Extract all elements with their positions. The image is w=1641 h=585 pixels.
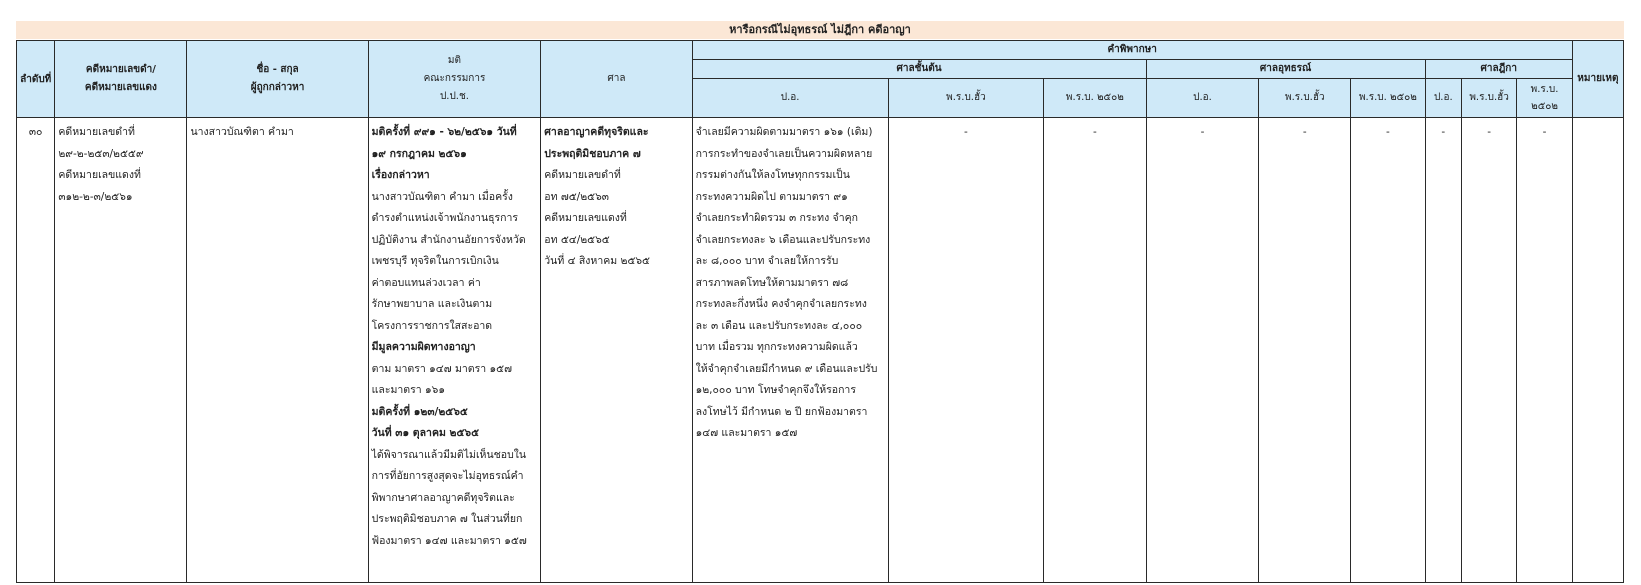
cell-appeal-po: - xyxy=(1146,118,1259,583)
cell-appeal-prbchua: - xyxy=(1259,118,1351,583)
judgment-line: ให้จำคุกจำเลยมีกำหนด ๙ เดือนและปรับ xyxy=(695,362,878,375)
cell-name: นางสาวบัณฑิตา คำมา xyxy=(187,118,368,583)
court-line: วันที่ ๔ สิงหาคม ๒๕๖๕ xyxy=(544,255,650,267)
cell-court xyxy=(541,118,692,583)
sheet-title: หารือกรณีไม่อุทธรณ์ ไม่ฎีกา คดีอาญา xyxy=(16,21,1624,39)
judgment-line: บาท เมื่อรวม ทุกกระทงความผิดแล้ว xyxy=(695,341,858,353)
table-row xyxy=(17,118,1624,583)
resolution-line: และมาตรา ๑๖๑ xyxy=(371,384,445,396)
court-line: ศาลอาญาคดีทุจริตและ xyxy=(544,126,649,138)
header-court: ศาล xyxy=(541,41,692,118)
resolution-line: มติครั้งที่ ๑๒๓/๒๕๖๕ xyxy=(371,405,468,418)
case-table xyxy=(16,40,1624,583)
cell-supreme-po: - xyxy=(1425,118,1461,583)
resolution-line: การที่อัยการสูงสุดจะไม่อุทธรณ์คำ xyxy=(371,470,524,482)
cell-case-no: คดีหมายเลขดำที่ ๒๙-๒-๒๕๓/๒๕๕๙ คดีหมายเลขแดงที่ ๓๑๒-๒-๓/๒๕๖๑ xyxy=(55,118,187,583)
judgment-line: กรรมต่างกันให้ลงโทษทุกกรรมเป็น xyxy=(695,169,850,181)
header-supreme-po: ป.อ. xyxy=(1425,79,1461,118)
judgment-line: กระทงละกึ่งหนึ่ง คงจำคุกจำเลยกระทง xyxy=(695,298,867,310)
resolution-line: ดำรงตำแหน่งเจ้าพนักงานธุรการ xyxy=(371,212,519,224)
resolution-line: ประพฤติมิชอบภาค ๗ ในส่วนที่ยก xyxy=(371,513,523,525)
header-remark: หมายเหตุ xyxy=(1572,41,1623,118)
header-case-no: คดีหมายเลขดำ/ คดีหมายเลขแดง xyxy=(55,41,187,118)
judgment-line: ๑๔๗ และมาตรา ๑๕๗ xyxy=(695,427,798,439)
judgment-line: สารภาพลดโทษให้ตามมาตรา ๗๘ xyxy=(695,276,849,289)
header-first-instance: ศาลชั้นต้น xyxy=(692,60,1146,79)
header-supreme: ศาลฎีกา xyxy=(1425,60,1572,79)
judgment-line: กระทงความผิดไป ตามมาตรา ๙๑ xyxy=(695,190,848,203)
cell-resolution xyxy=(368,118,541,583)
judgment-line: จำเลยกระทงละ ๖ เดือนและปรับกระทง xyxy=(695,233,871,246)
court-line: คดีหมายเลขดำที่ xyxy=(544,169,621,181)
cell-seq: ๓๐ xyxy=(17,118,55,583)
header-judgment: คำพิพากษา xyxy=(692,41,1572,60)
cell-first-prb2502: - xyxy=(1044,118,1146,583)
resolution-line: เพชรบุรี ทุจริตในการเบิกเงิน xyxy=(371,255,499,267)
header-seq: ลำดับที่ xyxy=(17,41,55,118)
judgment-line: ลงโทษไว้ มีกำหนด ๒ ปี ยกฟ้องมาตรา xyxy=(695,405,868,418)
header-appeal-po: ป.อ. xyxy=(1146,79,1259,118)
resolution-line: ปฏิบัติงาน สำนักงานอัยการจังหวัด xyxy=(371,233,526,246)
judgment-line: จำเลยมีความผิดตามมาตรา ๑๖๑ (เดิม) xyxy=(695,126,873,138)
header-first-prb2502: พ.ร.บ. ๒๕๐๒ xyxy=(1044,79,1146,118)
resolution-line: วันที่ ๓๑ ตุลาคม ๒๕๖๕ xyxy=(371,427,480,439)
cell-first-prbchua: - xyxy=(888,118,1044,583)
judgment-line: ละ ๓ เดือน และปรับกระทงละ ๔,๐๐๐ xyxy=(695,319,863,332)
cell-appeal-prb2502: - xyxy=(1351,118,1426,583)
judgment-line: การกระทำของจำเลยเป็นความผิดหลาย xyxy=(695,147,873,160)
judgment-line: ๑๒,๐๐๐ บาท โทษจำคุกจึงให้รอการ xyxy=(695,384,856,396)
header-supreme-prbchua: พ.ร.บ.ฮั้ว xyxy=(1461,79,1516,118)
resolution-line: โครงการราชการใสสะอาด xyxy=(371,319,493,332)
header-resolution: มติ คณะกรรมการ ป.ป.ช. xyxy=(368,41,541,118)
cell-remark xyxy=(1572,118,1623,583)
header-name: ชื่อ - สกุล ผู้ถูกกล่าวหา xyxy=(187,41,368,118)
cell-supreme-prb2502: - xyxy=(1517,118,1572,583)
judgment-line: ละ ๘,๐๐๐ บาท จำเลยให้การรับ xyxy=(695,255,839,267)
header-appeal-prb2502: พ.ร.บ. ๒๕๐๒ xyxy=(1351,79,1426,118)
resolution-line: พิพากษาศาลอาญาคดีทุจริตและ xyxy=(371,491,515,504)
header-appeal-prbchua: พ.ร.บ.ฮั้ว xyxy=(1259,79,1351,118)
resolution-line: ค่าตอบแทนล่วงเวลา ค่า xyxy=(371,276,481,289)
court-line: อท ๗๕/๒๕๖๓ xyxy=(544,190,609,203)
header-appeal: ศาลอุทธรณ์ xyxy=(1146,60,1425,79)
header-first-prbchua: พ.ร.บ.ฮั้ว xyxy=(888,79,1044,118)
resolution-line: ฟ้องมาตรา ๑๔๗ และมาตรา ๑๕๗ xyxy=(371,534,527,547)
resolution-line: รักษาพยาบาล และเงินตาม xyxy=(371,298,493,310)
court-line: ประพฤติมิชอบภาค ๗ xyxy=(544,147,641,160)
court-line: คดีหมายเลขแดงที่ xyxy=(544,212,627,224)
header-supreme-prb2502: พ.ร.บ. ๒๕๐๒ xyxy=(1517,79,1572,118)
cell-judgment-first-po xyxy=(692,118,888,583)
resolution-line: เรื่องกล่าวหา xyxy=(371,169,430,181)
resolution-line: ตาม มาตรา ๑๔๗ มาตรา ๑๕๗ xyxy=(371,362,512,375)
resolution-line: นางสาวบัณฑิตา คำมา เมื่อครั้ง xyxy=(371,190,513,203)
header-first-po: ป.อ. xyxy=(692,79,888,118)
court-line: อท ๕๔/๒๕๖๕ xyxy=(544,233,610,246)
resolution-line: มติครั้งที่ ๙๙๑ - ๖๒/๒๕๖๑ วันที่ xyxy=(371,126,517,138)
resolution-line: มีมูลความผิดทางอาญา xyxy=(371,341,476,353)
resolution-line: ๑๙ กรกฎาคม ๒๕๖๑ xyxy=(371,147,467,160)
cell-supreme-prbchua: - xyxy=(1461,118,1516,583)
judgment-line: จำเลยกระทำผิดรวม ๓ กระทง จำคุก xyxy=(695,212,858,224)
resolution-line: ได้พิจารณาแล้วมีมติไม่เห็นชอบใน xyxy=(371,448,527,461)
